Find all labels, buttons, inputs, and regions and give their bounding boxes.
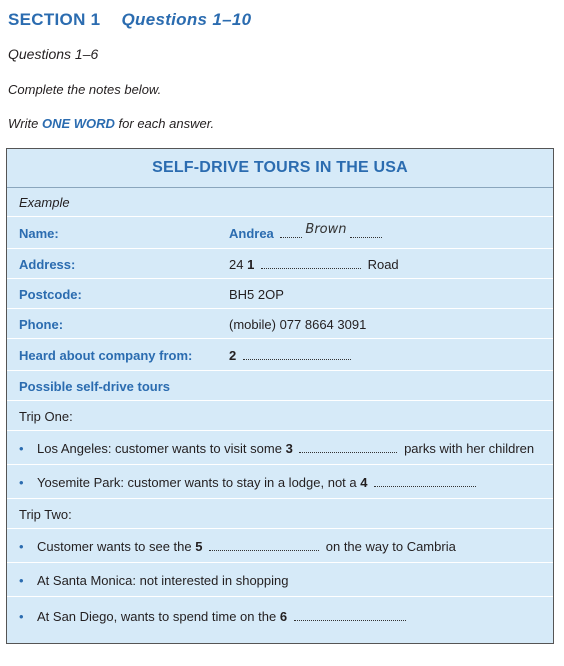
la-text: Los Angeles: customer wants to visit some [37,441,282,456]
see-suffix: on the way to Cambria [325,539,456,554]
answer-6-blank[interactable] [294,609,406,621]
answer-5-blank[interactable] [209,539,319,551]
bullet: • [19,609,24,624]
san-diego-item [19,609,409,624]
phone-value: (mobile) 077 8664 3091 [229,317,367,332]
heard-label: Heard about company from: [19,348,193,363]
trip-one-row [7,401,553,431]
trip-two-label: Trip Two: [19,507,72,522]
heard-field [229,348,354,363]
la-item [19,441,534,456]
question-4-number: 4 [360,475,368,490]
trip-one-label: Trip One: [19,409,73,424]
section-heading [8,10,251,30]
address-field [229,257,399,272]
bullet: • [19,441,24,456]
trip-two-row [7,499,553,529]
name-dots-left [280,226,302,238]
instruction-one-word: ONE WORD [41,116,115,131]
heard-row [7,339,553,371]
name-row [7,217,553,249]
postcode-value: BH5 2OP [229,287,284,302]
question-2-number: 2 [229,348,237,363]
possible-tours-row [7,371,553,401]
la-row [7,431,553,465]
notes-title: SELF-DRIVE TOURS IN THE USA [7,149,553,188]
address-road: Road [367,257,399,272]
address-label: Address: [19,257,76,272]
address-row [7,249,553,279]
instruction-word-limit [8,116,214,131]
instruction-suffix: for each answer. [118,116,215,131]
question-1-number: 1 [247,257,255,272]
name-field [229,222,385,242]
question-3-number: 3 [285,441,293,456]
question-5-number: 5 [195,539,203,554]
address-number: 24 [229,257,244,272]
santa-monica-row [7,563,553,597]
question-6-number: 6 [279,609,288,624]
san-diego-text: At San Diego, wants to spend time on the [37,609,277,624]
santa-monica-item [19,573,289,588]
bullet: • [19,573,24,588]
phone-label: Phone: [19,317,64,332]
name-label: Name: [19,226,59,241]
see-item [19,539,456,554]
section-number: SECTION 1 [8,10,101,29]
postcode-label: Postcode: [19,287,82,302]
answer-1-blank[interactable] [261,257,361,269]
possible-tours-label: Possible self-drive tours [19,379,170,394]
bullet: • [19,475,24,490]
answer-2-blank[interactable] [243,348,351,360]
yosemite-item [19,475,479,490]
postcode-row [7,279,553,309]
instruction-write: Write [8,116,39,131]
phone-row [7,309,553,339]
example-row [7,187,553,217]
bullet: • [19,539,24,554]
section-questions: Questions 1–10 [121,10,252,29]
yosemite-text: Yosemite Park: customer wants to stay in a lodge, not a [37,475,357,490]
answer-3-blank[interactable] [299,441,397,453]
notes-table [6,148,554,644]
yosemite-row [7,465,553,499]
see-text: Customer wants to see the [37,539,192,554]
instruction-complete: Complete the notes below. [8,82,162,97]
name-value: Andrea [229,226,274,241]
san-diego-row [7,597,553,643]
name-answer: Brown [305,222,347,237]
santa-monica-text: At Santa Monica: not interested in shopping [37,573,289,588]
answer-4-blank[interactable] [374,475,476,487]
la-suffix: parks with her children [404,441,535,456]
example-label: Example [19,195,70,210]
see-row [7,529,553,563]
name-dots-right [350,226,382,238]
questions-subheading: Questions 1–6 [8,46,99,62]
